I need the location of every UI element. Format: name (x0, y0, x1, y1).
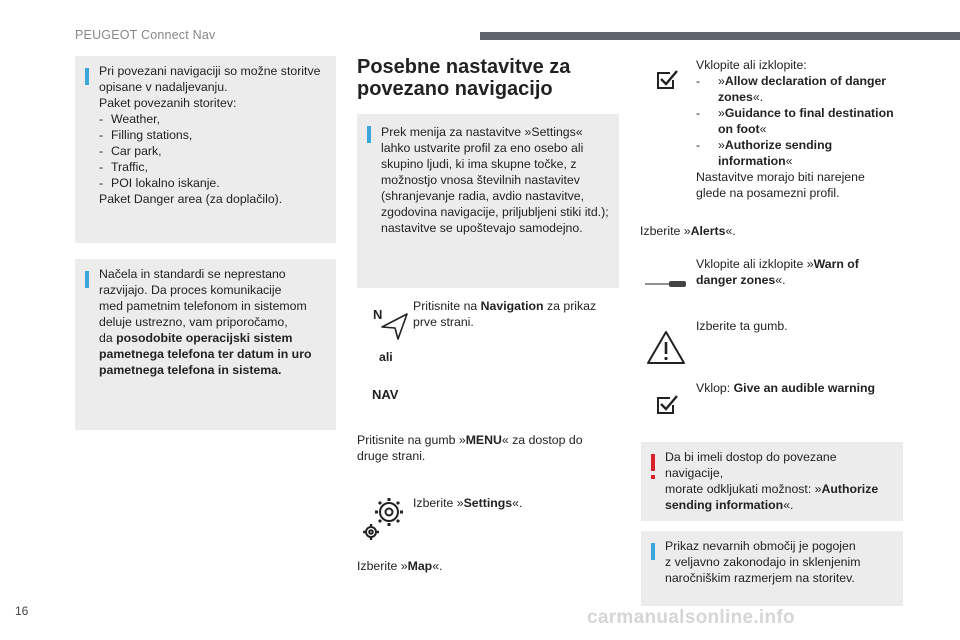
list-item: - Traffic, (99, 160, 148, 174)
toggle-switch-icon (645, 277, 687, 287)
note-text: naročniškim razmerjem na storitev. (665, 571, 855, 585)
warning-mark-icon (651, 454, 655, 471)
info-note-danger-zones (641, 531, 903, 606)
info-mark-icon (85, 68, 89, 85)
note-text: (shranjevanje radia, avdio nastavitve, (381, 189, 585, 203)
toggle-instruction: Vklopite ali izklopite: - »Allow declaration of danger zones«. - »Guidance to final destination on foot« - »Authorize sending information« Nastavitve morajo biti narejene glede na posamezni profil. (696, 57, 906, 201)
alerts-instruction: Izberite »Alerts«. (640, 224, 736, 238)
warning-triangle-icon (646, 330, 686, 365)
info-mark-icon (85, 271, 89, 288)
settings-instruction: Izberite »Settings«. (413, 496, 523, 510)
warning-note-authorize (641, 442, 903, 521)
page-header-title: PEUGEOT Connect Nav (75, 28, 216, 42)
warn-instruction: Vklopite ali izklopite »Warn of danger zones«. (696, 257, 859, 287)
note-text: Paket Danger area (za doplačilo). (99, 192, 283, 206)
list-item: - »Allow declaration of danger zones«. (696, 74, 887, 104)
note-text: pametnega telefona ter datum in uro (99, 347, 312, 361)
settings-gears-icon (361, 494, 407, 542)
note-text: razvijajo. Da proces komunikacije (99, 283, 282, 297)
note-text: zgodovina navigacije, priljubljeni stiki itd.); (381, 205, 609, 219)
note-text: Načela in standardi se neprestano (99, 267, 286, 281)
note-text: da posodobite operacijski sistem (99, 331, 293, 345)
list-item: - »Authorize sending information« (696, 138, 833, 168)
button-instruction: Izberite ta gumb. (696, 319, 788, 333)
list-item: - Car park, (99, 144, 162, 158)
note-text: med pametnim telefonom in sistemom (99, 299, 307, 313)
info-mark-icon (367, 126, 371, 143)
note-text: opisane v nadaljevanju. (99, 80, 228, 94)
info-note-smartphone-update (75, 259, 336, 430)
list-item: - »Guidance to final destination on foot« (696, 106, 894, 136)
navigation-arrow-icon (371, 306, 409, 340)
list-item: - POI lokalno iskanje. (99, 176, 220, 190)
navigation-instruction: Pritisnite na Navigation za prikaz prve strani. (413, 299, 597, 329)
checkbox-checked-icon (656, 70, 678, 90)
note-text: Prek menija za nastavitve »Settings« (381, 125, 583, 139)
list-item: - Filling stations, (99, 128, 193, 142)
note-text: deluje ustrezno, vam priporočamo, (99, 315, 288, 329)
section-title: Posebne nastavitve za povezano navigacijo (357, 56, 571, 100)
info-mark-icon (651, 543, 655, 560)
audible-instruction: Vklop: Give an audible warning (696, 381, 876, 395)
note-text: morate odkljukati možnost: »Authorize (665, 482, 879, 496)
note-text: lahko ustvarite profil za eno osebo ali (381, 141, 584, 155)
nav-label: NAV (372, 387, 399, 402)
header-bar (480, 32, 960, 40)
note-text: Da bi imeli dostop do povezane navigacije, (665, 450, 837, 480)
note-text: nastavitve se upoštevajo samodejno. (381, 221, 583, 235)
checkbox-checked-icon (656, 395, 678, 415)
or-label: ali (379, 350, 393, 364)
note-text: Paket povezanih storitev: (99, 96, 237, 110)
page-number: 16 (15, 604, 29, 618)
note-text: Pri povezani navigaciji so možne storitve (99, 64, 321, 78)
info-note-settings-profile (357, 114, 619, 288)
menu-instruction: Pritisnite na gumb »MENU« za dostop do druge strani. (357, 433, 583, 463)
note-text: Prikaz nevarnih območij je pogojen (665, 539, 856, 553)
note-text: sending information«. (665, 498, 794, 512)
note-text: z veljavno zakonodajo in sklenjenim (665, 555, 861, 569)
note-text: pametnega telefona in sistema. (99, 363, 282, 377)
note-text: skupino ljudi, ki ima skupne točke, z (381, 157, 577, 171)
info-note-connected-services (75, 56, 336, 243)
list-item: - Weather, (99, 112, 160, 126)
watermark: carmanualsonline.info (587, 607, 795, 628)
svg-text:N: N (373, 307, 383, 322)
map-instruction: Izberite »Map«. (357, 559, 443, 573)
note-text: možnostjo vnosa številnih nastavitev (381, 173, 580, 187)
